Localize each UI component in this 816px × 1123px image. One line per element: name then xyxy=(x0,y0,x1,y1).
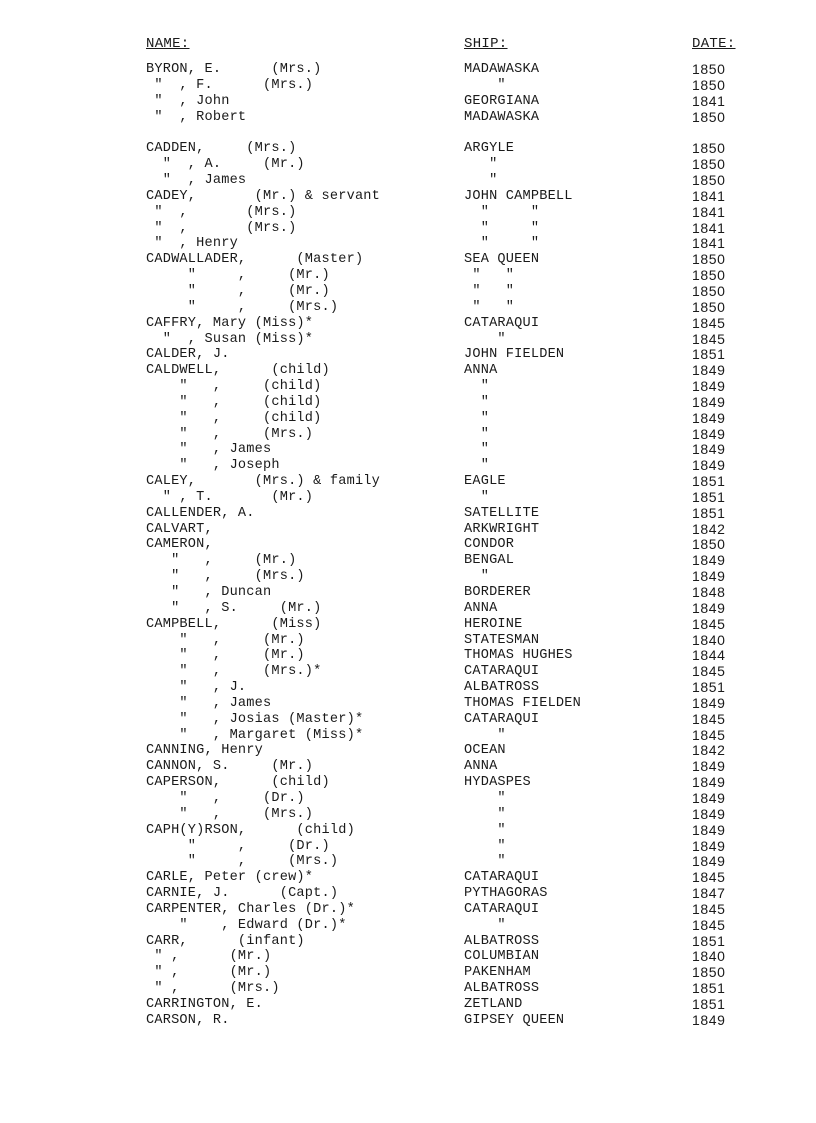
arrival-date: 1841 xyxy=(692,235,726,252)
table-row xyxy=(0,490,816,506)
table-row xyxy=(0,918,816,934)
arrival-date: 1842 xyxy=(692,520,726,537)
ship-name: " xyxy=(464,917,506,933)
passenger-name: " , (Mr.) xyxy=(146,949,272,965)
ship-name: " xyxy=(464,806,506,822)
header-name: NAME: xyxy=(146,36,190,52)
passenger-name: CANNING, Henry xyxy=(146,743,264,759)
ship-name: " xyxy=(464,173,498,189)
table-row xyxy=(0,585,816,601)
ship-name: ALBATROSS xyxy=(464,933,540,949)
arrival-date: 1850 xyxy=(692,76,726,93)
passenger-name: " , James xyxy=(146,442,272,458)
ship-name: " xyxy=(464,157,498,173)
passenger-name: " , (Mr.) xyxy=(146,553,297,569)
passenger-name: " , (Mrs.) xyxy=(146,220,297,236)
table-row xyxy=(0,62,816,78)
arrival-date: 1849 xyxy=(692,821,726,838)
ship-name: SATELLITE xyxy=(464,505,540,521)
ship-name: CATARAQUI xyxy=(464,901,540,917)
passenger-name: " , Susan (Miss)* xyxy=(146,331,314,347)
passenger-name: " , Margaret (Miss)* xyxy=(146,727,364,743)
table-row xyxy=(0,712,816,728)
passenger-name: " , (Mr.) xyxy=(146,965,272,981)
passenger-name: " , James xyxy=(146,695,272,711)
passenger-name: " , (Mrs.) xyxy=(146,299,339,315)
arrival-date: 1849 xyxy=(692,441,726,458)
table-row xyxy=(0,173,816,189)
passenger-name: " , John xyxy=(146,93,230,109)
table-row xyxy=(0,981,816,997)
column-headers xyxy=(0,36,816,56)
table-row xyxy=(0,1013,816,1029)
passenger-name: " , Robert xyxy=(146,109,247,125)
table-row xyxy=(0,807,816,823)
arrival-date: 1849 xyxy=(692,378,726,395)
arrival-date: 1845 xyxy=(692,726,726,743)
ship-name: " " xyxy=(464,283,515,299)
ship-name: ANNA xyxy=(464,600,498,616)
table-row xyxy=(0,728,816,744)
passenger-name: " , J. xyxy=(146,680,247,696)
passenger-name: " , (Mrs.) xyxy=(146,426,314,442)
passenger-name: " , (Mrs.) xyxy=(146,569,305,585)
ship-name: GIPSEY QUEEN xyxy=(464,1012,565,1028)
arrival-date: 1850 xyxy=(692,108,726,125)
arrival-date: 1851 xyxy=(692,995,726,1012)
passenger-name: CAMPBELL, (Miss) xyxy=(146,616,322,632)
table-row xyxy=(0,300,816,316)
ship-name: " xyxy=(464,410,490,426)
arrival-date: 1851 xyxy=(692,679,726,696)
ship-name: " xyxy=(464,331,506,347)
passenger-name: CARPENTER, Charles (Dr.)* xyxy=(146,901,355,917)
table-row xyxy=(0,886,816,902)
arrival-date: 1849 xyxy=(692,774,726,791)
ship-name: STATESMAN xyxy=(464,632,540,648)
ship-name: " " xyxy=(464,204,540,220)
table-row xyxy=(0,458,816,474)
passenger-name: " , (Mr.) xyxy=(146,283,330,299)
table-row xyxy=(0,189,816,205)
table-row xyxy=(0,411,816,427)
table-row xyxy=(0,332,816,348)
ship-name: EAGLE xyxy=(464,474,506,490)
passenger-name: CALEY, (Mrs.) & family xyxy=(146,474,381,490)
table-row xyxy=(0,442,816,458)
table-row xyxy=(0,268,816,284)
table-row xyxy=(0,553,816,569)
header-ship: SHIP: xyxy=(464,36,508,52)
passenger-name: " , Duncan xyxy=(146,585,272,600)
arrival-date: 1841 xyxy=(692,203,726,220)
table-row xyxy=(0,965,816,981)
arrival-date: 1849 xyxy=(692,457,726,474)
ship-name: " xyxy=(464,790,506,806)
ship-name: CATARAQUI xyxy=(464,870,540,886)
ship-name: ARKWRIGHT xyxy=(464,521,540,537)
ship-name: HEROINE xyxy=(464,616,523,632)
arrival-date: 1845 xyxy=(692,916,726,933)
passenger-name: " , Henry xyxy=(146,236,238,252)
passenger-name: " , (Mrs.)* xyxy=(146,664,322,680)
arrival-date: 1848 xyxy=(692,584,726,600)
arrival-date: 1840 xyxy=(692,948,726,965)
passenger-name: CALDER, J. xyxy=(146,347,230,363)
passenger-name: " , (Mr.) xyxy=(146,268,330,284)
passenger-name: " , (Dr.) xyxy=(146,838,330,854)
ship-name: " " xyxy=(464,236,540,252)
passenger-name: CAPERSON, (child) xyxy=(146,775,330,791)
passenger-name: " , F. (Mrs.) xyxy=(146,77,314,93)
ship-name: MADAWASKA xyxy=(464,109,540,125)
table-row xyxy=(0,696,816,712)
table-row xyxy=(0,427,816,443)
ship-name: THOMAS FIELDEN xyxy=(464,695,582,711)
ship-name: " xyxy=(464,426,490,442)
ship-name: " xyxy=(464,77,506,93)
arrival-date: 1841 xyxy=(692,219,726,236)
table-row xyxy=(0,506,816,522)
ship-name: ALBATROSS xyxy=(464,981,540,997)
ship-name: JOHN CAMPBELL xyxy=(464,188,573,204)
passenger-name: CARRINGTON, E. xyxy=(146,996,264,1012)
ship-name: " xyxy=(464,727,506,743)
ship-name: CATARAQUI xyxy=(464,664,540,680)
ship-name: " " xyxy=(464,299,515,315)
passenger-name: CARSON, R. xyxy=(146,1012,230,1028)
ship-name: CATARAQUI xyxy=(464,315,540,331)
passenger-name: CALVART, xyxy=(146,521,213,537)
table-row xyxy=(0,823,816,839)
passenger-name: " , (child) xyxy=(146,394,322,410)
arrival-date: 1842 xyxy=(692,742,726,759)
ship-name: " xyxy=(464,458,490,474)
ship-name: ZETLAND xyxy=(464,996,523,1012)
table-row xyxy=(0,664,816,680)
arrival-date: 1847 xyxy=(692,885,726,902)
table-row xyxy=(0,221,816,237)
passenger-name: " , (Mrs.) xyxy=(146,806,314,822)
table-row xyxy=(0,902,816,918)
arrival-date: 1841 xyxy=(692,92,726,109)
ship-name: BENGAL xyxy=(464,553,515,569)
passenger-list xyxy=(0,62,816,1029)
arrival-date: 1851 xyxy=(692,346,726,363)
passenger-name: " , Edward (Dr.)* xyxy=(146,917,347,933)
arrival-date: 1850 xyxy=(692,156,726,173)
arrival-date: 1845 xyxy=(692,615,726,632)
passenger-name: CALDWELL, (child) xyxy=(146,363,330,379)
passenger-name: CAPH(Y)RSON, (child) xyxy=(146,822,355,838)
arrival-date: 1845 xyxy=(692,869,726,886)
table-row xyxy=(0,205,816,221)
arrival-date: 1849 xyxy=(692,837,726,854)
passenger-name: " , A. (Mr.) xyxy=(146,157,305,173)
arrival-date: 1850 xyxy=(692,61,726,77)
arrival-date: 1849 xyxy=(692,789,726,806)
table-row xyxy=(0,759,816,775)
ship-name: ARGYLE xyxy=(464,141,515,157)
ship-name: CONDOR xyxy=(464,537,515,553)
passenger-name: " , Josias (Master)* xyxy=(146,711,364,727)
ship-name: HYDASPES xyxy=(464,775,531,791)
arrival-date: 1850 xyxy=(692,282,726,299)
ship-name: " xyxy=(464,838,506,854)
table-row xyxy=(0,648,816,664)
table-row xyxy=(0,854,816,870)
table-row xyxy=(0,157,816,173)
arrival-date: 1851 xyxy=(692,932,726,949)
ship-name: COLUMBIAN xyxy=(464,949,540,965)
ship-name: " xyxy=(464,569,490,585)
arrival-date: 1844 xyxy=(692,647,726,664)
table-row xyxy=(0,680,816,696)
table-row xyxy=(0,839,816,855)
table-row xyxy=(0,284,816,300)
ship-name: BORDERER xyxy=(464,585,531,600)
ship-name: " xyxy=(464,379,490,395)
arrival-date: 1849 xyxy=(692,552,726,569)
table-row xyxy=(0,617,816,633)
arrival-date: 1850 xyxy=(692,267,726,284)
ship-name: PAKENHAM xyxy=(464,965,531,981)
arrival-date: 1849 xyxy=(692,425,726,442)
arrival-date: 1845 xyxy=(692,900,726,917)
arrival-date: 1849 xyxy=(692,409,726,426)
ship-name: " xyxy=(464,854,506,870)
arrival-date: 1845 xyxy=(692,314,726,331)
arrival-date: 1849 xyxy=(692,1011,726,1028)
ship-name: ANNA xyxy=(464,363,498,379)
passenger-name: " , Joseph xyxy=(146,458,280,474)
ship-name: THOMAS HUGHES xyxy=(464,648,573,664)
ship-name: JOHN FIELDEN xyxy=(464,347,565,363)
passenger-name: " , (Mr.) xyxy=(146,632,305,648)
ship-name: ALBATROSS xyxy=(464,680,540,696)
table-row xyxy=(0,474,816,490)
arrival-date: 1849 xyxy=(692,805,726,822)
passenger-name: CADDEN, (Mrs.) xyxy=(146,141,297,157)
passenger-name: " , T. (Mr.) xyxy=(146,489,314,505)
ship-name: " xyxy=(464,489,490,505)
arrival-date: 1850 xyxy=(692,298,726,315)
ship-name: " xyxy=(464,442,490,458)
passenger-name: " , (Mrs.) xyxy=(146,981,280,997)
arrival-date: 1851 xyxy=(692,980,726,997)
table-row xyxy=(0,997,816,1013)
passenger-name: " , (child) xyxy=(146,379,322,395)
ship-name: " " xyxy=(464,268,515,284)
table-row xyxy=(0,395,816,411)
passenger-name: " , (child) xyxy=(146,410,322,426)
arrival-date: 1849 xyxy=(692,758,726,775)
passenger-name: CARR, (infant) xyxy=(146,933,305,949)
table-row xyxy=(0,949,816,965)
table-row xyxy=(0,252,816,268)
arrival-date: 1850 xyxy=(692,251,726,268)
passenger-name: " , (Dr.) xyxy=(146,790,305,806)
table-row xyxy=(0,601,816,617)
arrival-date: 1840 xyxy=(692,631,726,648)
passenger-name: " , James xyxy=(146,173,247,189)
arrival-date: 1850 xyxy=(692,536,726,553)
arrival-date: 1849 xyxy=(692,694,726,711)
ship-name: GEORGIANA xyxy=(464,93,540,109)
table-row xyxy=(0,743,816,759)
arrival-date: 1845 xyxy=(692,663,726,680)
table-row xyxy=(0,236,816,252)
table-row xyxy=(0,347,816,363)
ship-name: ANNA xyxy=(464,759,498,775)
table-row xyxy=(0,141,816,157)
passenger-name: " , (Mr.) xyxy=(146,648,305,664)
table-row xyxy=(0,870,816,886)
passenger-name: CARLE, Peter (crew)* xyxy=(146,870,314,886)
arrival-date: 1845 xyxy=(692,330,726,347)
table-row xyxy=(0,775,816,791)
table-row xyxy=(0,110,816,126)
ship-name: SEA QUEEN xyxy=(464,252,540,268)
table-row xyxy=(0,522,816,538)
arrival-date: 1850 xyxy=(692,964,726,981)
header-date: DATE: xyxy=(692,36,736,52)
arrival-date: 1845 xyxy=(692,710,726,727)
arrival-date: 1851 xyxy=(692,473,726,490)
arrival-date: 1849 xyxy=(692,393,726,410)
arrival-date: 1849 xyxy=(692,362,726,379)
passenger-name: CAMERON, xyxy=(146,537,213,553)
table-row xyxy=(0,934,816,950)
passenger-name: " , (Mrs.) xyxy=(146,854,339,870)
ship-name: " xyxy=(464,822,506,838)
table-row xyxy=(0,791,816,807)
table-row xyxy=(0,363,816,379)
ship-name: " " xyxy=(464,220,540,236)
ship-name: PYTHAGORAS xyxy=(464,886,548,902)
table-row xyxy=(0,316,816,332)
ship-name: CATARAQUI xyxy=(464,711,540,727)
passenger-name: CADWALLADER, (Master) xyxy=(146,252,364,268)
table-row xyxy=(0,379,816,395)
arrival-date: 1849 xyxy=(692,599,726,616)
passenger-name: CANNON, S. (Mr.) xyxy=(146,759,314,775)
arrival-date: 1850 xyxy=(692,172,726,189)
passenger-name: CALLENDER, A. xyxy=(146,505,255,521)
passenger-name: CARNIE, J. (Capt.) xyxy=(146,886,339,902)
passenger-name: CADEY, (Mr.) & servant xyxy=(146,188,381,204)
passenger-name: BYRON, E. (Mrs.) xyxy=(146,62,322,77)
passenger-name: " , S. (Mr.) xyxy=(146,600,322,616)
arrival-date: 1849 xyxy=(692,568,726,585)
table-row xyxy=(0,569,816,585)
table-row xyxy=(0,633,816,649)
ship-name: MADAWASKA xyxy=(464,62,540,77)
passenger-name: " , (Mrs.) xyxy=(146,204,297,220)
ship-name: " xyxy=(464,394,490,410)
table-row xyxy=(0,94,816,110)
arrival-date: 1849 xyxy=(692,853,726,870)
arrival-date: 1841 xyxy=(692,187,726,204)
arrival-date: 1850 xyxy=(692,140,726,157)
table-row xyxy=(0,537,816,553)
passenger-name: CAFFRY, Mary (Miss)* xyxy=(146,315,314,331)
table-row xyxy=(0,78,816,94)
arrival-date: 1851 xyxy=(692,488,726,505)
arrival-date: 1851 xyxy=(692,504,726,521)
ship-name: OCEAN xyxy=(464,743,506,759)
